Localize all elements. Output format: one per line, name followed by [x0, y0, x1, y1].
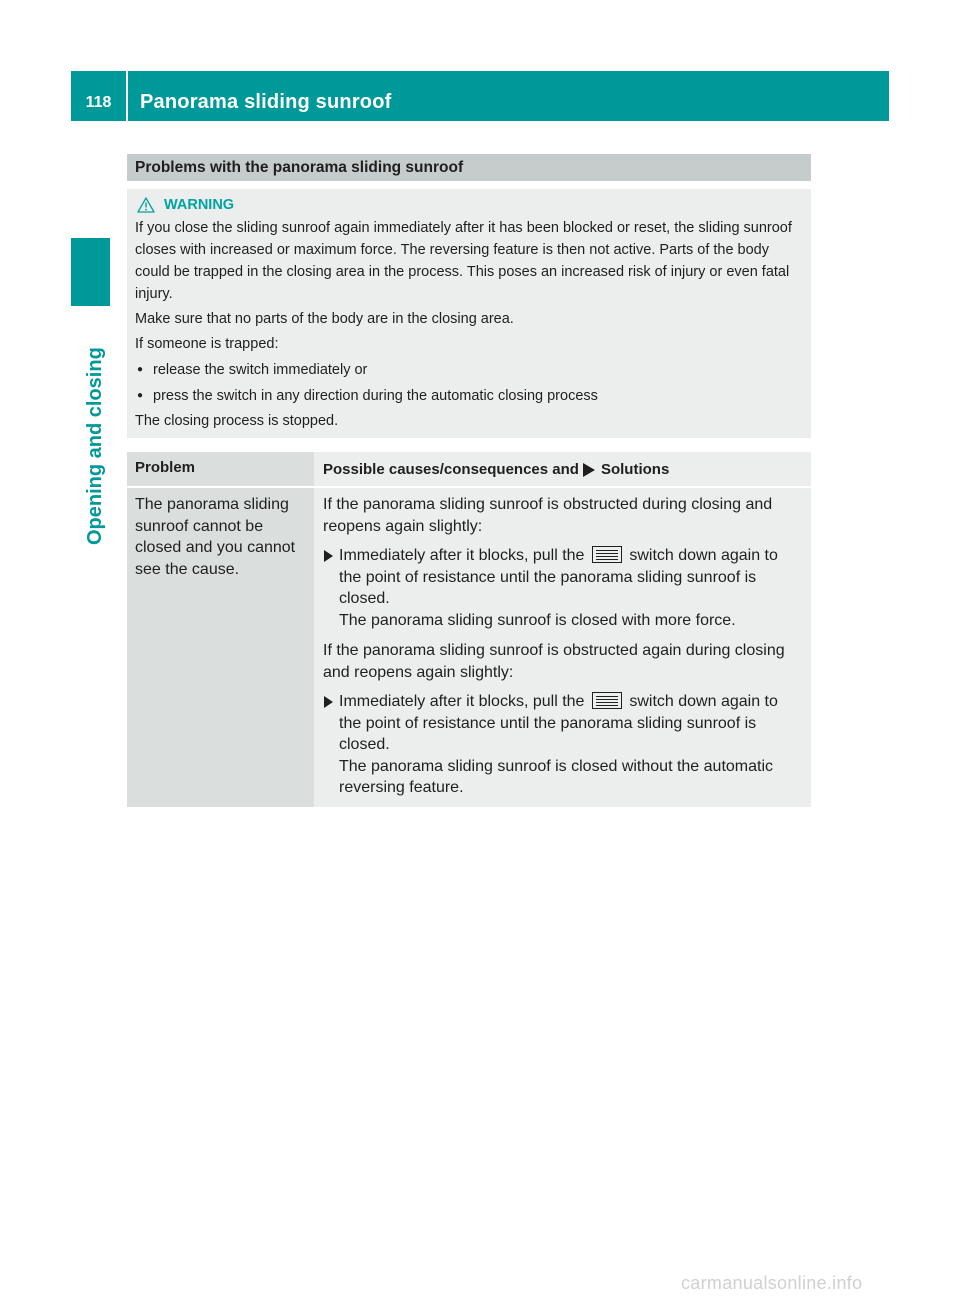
solution-step-text-start: Immediately after it blocks, pull the [339, 693, 585, 710]
warning-bullet [135, 359, 803, 381]
warning-bullet-text: release the switch immediately or [153, 362, 368, 378]
watermark: carmanualsonline.info [681, 1273, 863, 1293]
header-divider [126, 71, 128, 121]
bullet-icon: ● [137, 390, 144, 401]
solution-step-body [339, 545, 803, 631]
solution-step [323, 545, 803, 631]
step-arrow-icon [323, 545, 339, 631]
sunroof-switch-icon [592, 546, 622, 563]
warning-box [127, 189, 811, 438]
solution-step-text-start: Immediately after it blocks, pull the [339, 547, 585, 564]
table-cell-problem: The panorama sliding sunroof cannot be closed and you cannot see the cause. [127, 488, 314, 807]
warning-label: WARNING [164, 197, 235, 213]
solution-step-result: The panorama sliding sunroof is closed with more force. [339, 611, 736, 629]
warning-bullet-text: press the switch in any direction during the automatic closing process [153, 388, 598, 404]
column-header-causes-suffix: Solutions [600, 461, 670, 478]
cause-paragraph: If the panorama sliding sunroof is obstructed during closing and reopens again slightly: [323, 496, 773, 535]
arrow-right-icon [583, 463, 595, 477]
column-header-causes [314, 452, 811, 486]
warning-result: The closing process is stopped. [135, 413, 339, 429]
warning-header [135, 193, 803, 217]
section-heading: Problems with the panorama sliding sunroof [127, 154, 811, 181]
page-header [71, 71, 889, 121]
warning-bullet [135, 385, 803, 407]
side-tab-label: Opening and closing [84, 347, 106, 545]
side-tab-marker [71, 238, 110, 306]
column-header-causes-prefix: Possible causes/consequences and [323, 461, 579, 478]
sunroof-switch-icon [592, 692, 622, 709]
warning-body: If you close the sliding sunroof again immediately after it has been blocked or reset, the sliding sunroof closes with increased or maximum force. The reversing feature is then not active. Parts of the body could be trapped in the closing area in the process. This poses an increased risk of injury or even fatal injury. [135, 220, 792, 302]
warning-trapped-intro: If someone is trapped: [135, 336, 279, 352]
page-number: 118 [85, 94, 112, 111]
solution-step-result: The panorama sliding sunroof is closed without the automatic reversing feature. [339, 757, 774, 796]
warning-triangle-icon [137, 197, 155, 213]
page-title: Panorama sliding sunroof [140, 91, 392, 113]
column-header-problem: Problem [127, 452, 314, 486]
troubleshooting-table [127, 452, 811, 807]
solution-step-text-end: switch down again to the point of resistance until the panorama sliding sunroof is closed. [339, 547, 778, 607]
solution-step-body [339, 691, 803, 799]
table-cell-causes [314, 488, 811, 807]
cause-paragraph: If the panorama sliding sunroof is obstructed again during closing and reopens again slightly: [323, 642, 785, 681]
bullet-icon: ● [137, 364, 144, 375]
step-arrow-icon [323, 691, 339, 799]
solution-step [323, 691, 803, 799]
solution-step-text-end: switch down again to the point of resistance until the panorama sliding sunroof is closed. [339, 693, 778, 753]
warning-instruction: Make sure that no parts of the body are in the closing area. [135, 311, 514, 327]
